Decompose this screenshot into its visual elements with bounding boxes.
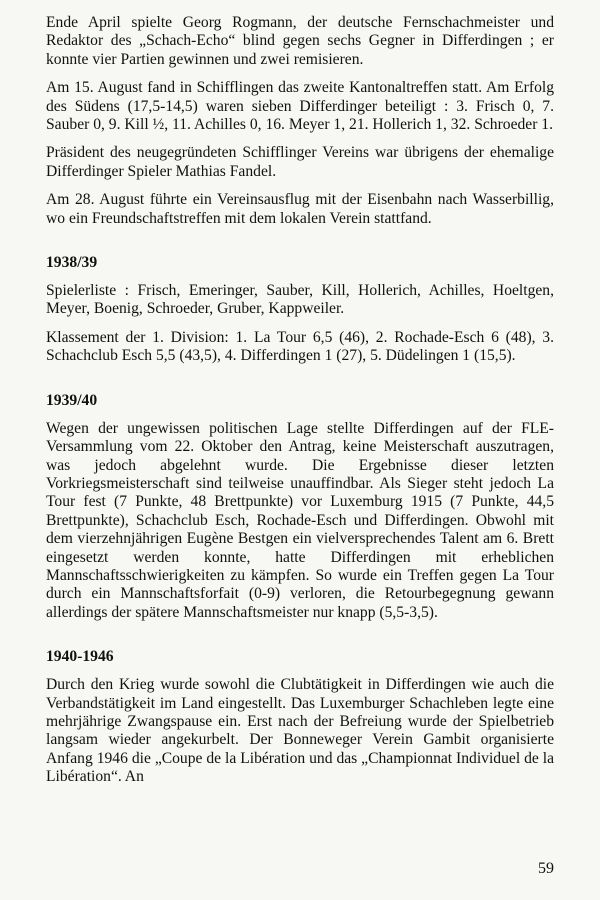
section-heading-1938-39: 1938/39	[46, 254, 98, 272]
paragraph-krieg: Durch den Krieg wurde sowohl die Clubtätigkeit in Differdingen wie auch die Verbandstätigkeit im Land eingestellt. Das Luxemburger Schachleben legte eine mehrjährige Zwangspause ein. Erst nach der Befreiung wurde der Spielbetrieb langsam wieder angekurbelt. Der Bonneweger Verein Gambit organisierte Anfang 1946 die „Coupe de la Libération und das „Championnat Individuel de la Libération“. An	[46, 676, 554, 786]
paragraph-spielerliste: Spielerliste : Frisch, Emeringer, Sauber, Kill, Hollerich, Achilles, Hoeltgen, Meyer, Boenig, Schroeder, Gruber, Kappweiler.	[46, 282, 554, 318]
paragraph-vereinsausflug: Am 28. August führte ein Vereinsausflug mit der Eisenbahn nach Wasserbillig, wo ein Freundschaftstreffen mit dem lokalen Verein stattfand.	[46, 191, 554, 227]
paragraph-klassement: Klassement der 1. Division: 1. La Tour 6,5 (46), 2. Rochade-Esch 6 (48), 3. Schachclub Esch 5,5 (43,5), 4. Differdingen 1 (27), 5. Düdelingen 1 (15,5).	[46, 328, 554, 365]
section-heading-1939-40: 1939/40	[46, 391, 98, 409]
page-number: 59	[538, 860, 554, 877]
section-heading-1940-1946: 1940-1946	[46, 648, 114, 666]
paragraph-kantonaltreffen: Am 15. August fand in Schifflingen das zweite Kantonaltreffen statt. Am Erfolg des Südens (17,5-14,5) waren sieben Differdinger beteiligt : 3. Frisch 0, 7. Sauber 0, 9. Kill ½, 11. Achilles 0, 16. Meyer 1, 21. Hollerich 1, 32. Schroeder 1.	[46, 79, 554, 134]
paragraph-rogmann: Ende April spielte Georg Rogmann, der deutsche Fernschachmeister und Redaktor des „Schach-Echo“ blind gegen sechs Gegner in Differdingen ; er konnte vier Partien gewinnen und zwei remisieren.	[46, 14, 554, 68]
document-page	[46, 14, 554, 797]
paragraph-politische-lage: Wegen der ungewissen politischen Lage stellte Differdingen auf der FLE-Versammlung vom 22. Oktober den Antrag, keine Meisterschaft auszutragen, was jedoch abgelehnt wurde. Die Ergebnisse dieser letzten Vorkriegsmeisterschaft sind teilweise unauffindbar. Als Sieger steht jedoch La Tour fest (7 Punkte, 48 Brettpunkte) vor Luxemburg 1915 (7 Punkte, 44,5 Brettpunkte), Schachclub Esch, Rochade-Esch und Differdingen. Obwohl mit dem vierzehnjährigen Eugène Bestgen ein vielversprechendes Talent am 6. Brett eingesetzt werden konnte, hatte Differdingen mit erheblichen Mannschaftsschwierigkeiten zu kämpfen. So wurde ein Treffen gegen La Tour durch ein Mannschaftsforfait (0-9) verloren, die Retourbegegnung gewann allerdings der spätere Mannschaftsmeister nur knapp (5,5-3,5).	[46, 419, 554, 621]
paragraph-praesident: Präsident des neugegründeten Schifflinger Vereins war übrigens der ehemalige Differdinger Spieler Mathias Fandel.	[46, 144, 554, 180]
